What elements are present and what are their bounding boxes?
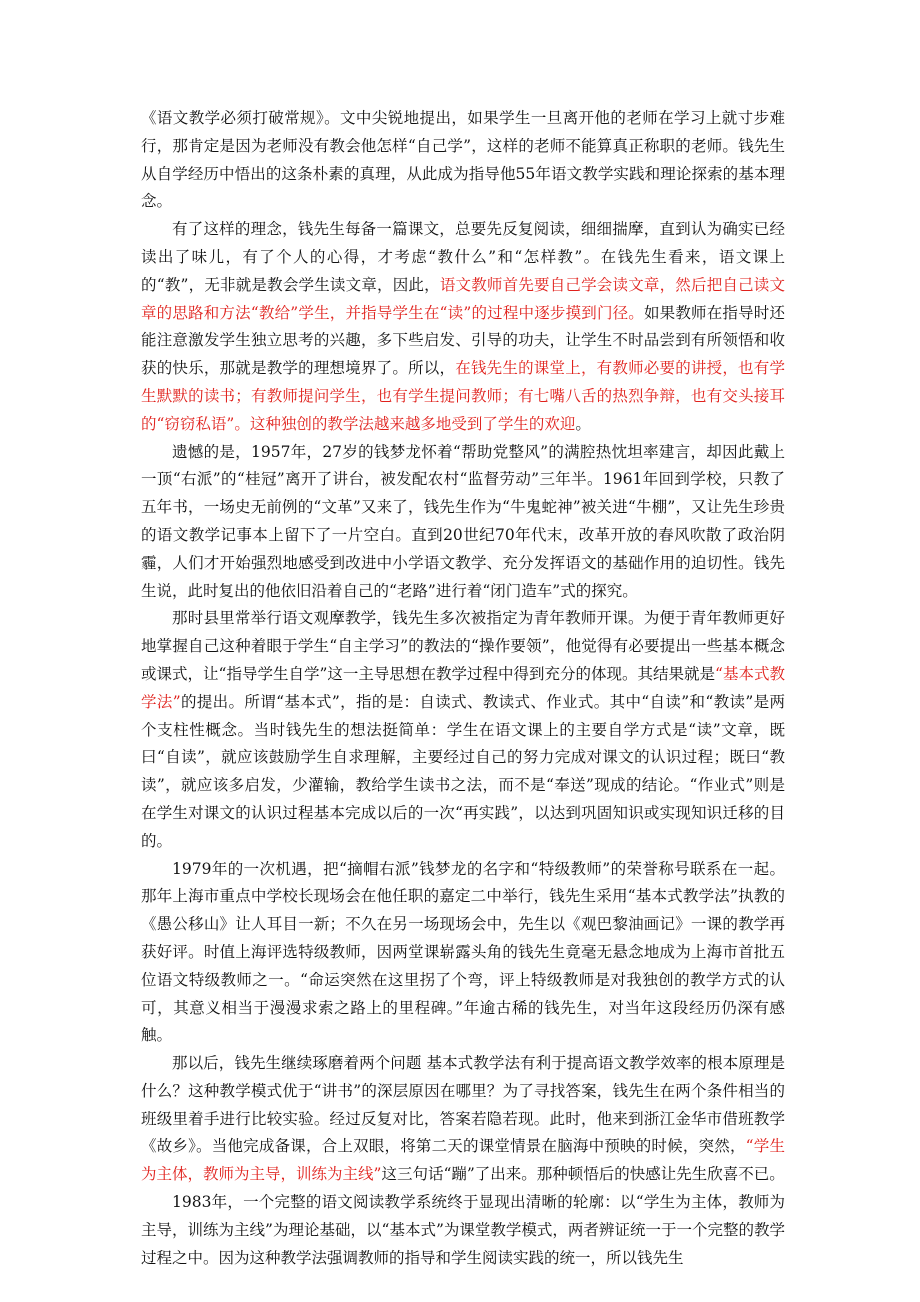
body-text: 如果教师在指导时还能注意激发学生独立思考的兴趣，多下些启发、引导的功夫，让学生不时品尝到有所领悟和收获的快乐，那就是教学的理想境界了。所以， — [141, 303, 785, 378]
body-text: 的提出。所谓“基本式”，指的是：自读式、教读式、作业式。其中“自读”和“教读”是两个支柱性概念。当时钱先生的想法挺简单：学生在语文课上的主要自学方式是“读”文章，既曰“自读”，就应该鼓励学生自求理解，主要经过自己的努力完成对课文的认识过程；既曰“教读”，就应该多启发，少灌输，教给学生读书之法，而不是“奉送”现成的结论。“作业式”则是在学生对课文的认识过程基本完成以后的一次“再实践”，以达到巩固知识或实现知识迁移的目的。 — [141, 692, 785, 850]
article-body — [141, 105, 785, 1272]
body-text: 1983年，一个完整的语文阅读教学系统终于显现出清晰的轮廓：以“学生为主体，教师为主导，训练为主线”为理论基础，以“基本式”为课堂教学模式，两者辨证统一于一个完整的教学过程之中。因为这种教学法强调教师的指导和学生阅读实践的统一，所以钱先生 — [141, 1193, 785, 1267]
body-text: 那时县里常举行语文观摩教学，钱先生多次被指定为青年教师开课。为便于青年教师更好地掌握自己这种着眼于学生“自主学习”的教法的“操作要领”，他觉得有必要提出一些基本概念或课式，让“指导学生自学”这一主导思想在教学过程中得到充分的体现。其结果就是 — [141, 609, 785, 683]
highlighted-text: “基本式教学法” — [141, 664, 785, 711]
highlighted-text: 在钱先生的课堂上，有教师必要的讲授，也有学生默默的读书；有教师提问学生，也有学生提问教师；有七嘴八舌的热烈争辩，也有交头接耳的“窃窃私语”。这种独创的教学法越来越多地受到了学生的欢迎 — [141, 359, 785, 433]
paragraph-1 — [141, 105, 785, 216]
paragraph-6 — [141, 1050, 785, 1189]
body-text: 遗憾的是，1957年，27岁的钱梦龙怀着“帮助党整风”的满腔热忱坦率建言，却因此戴上一顶“右派”的“桂冠”离开了讲台，被发配农村“监督劳动”三年半。1961年回到学校，只教了五年书，一场史无前例的“文革”又来了，钱先生作为“牛鬼蛇神”被关进“牛棚”，又让先生珍贵的语文教学记事本上留下了一片空白。直到20世纪70年代末，改革开放的春风吹散了政治阴霾，人们才开始强烈地感受到改进中小学语文教学、充分发挥语文的基础作用的迫切性。钱先生说，此时复出的他依旧沿着自己的“老路”进行着“闭门造车”式的探究。 — [141, 442, 785, 600]
paragraph-3 — [141, 439, 785, 606]
body-text: 有了这样的理念，钱先生每备一篇课文，总要先反复阅读，细细揣摩，直到认为确实已经读出了味儿，有了个人的心得，才考虑“教什么”和“怎样教”。在钱先生看来，语文课上的“教”，无非就是教会学生读文章，因此， — [141, 220, 785, 294]
body-text: 那以后，钱先生继续琢磨着两个问题 基本式教学法有利于提高语文教学效率的根本原理是什么？这种教学模式优于“讲书”的深层原因在哪里？为了寻找答案，钱先生在两个条件相当的班级里着手进行比较实验。经过反复对比，答案若隐若现。此时，他来到浙江金华市借班教学《故乡》。当他完成备课，合上双眼，将第二天的课堂情景在脑海中预映的时候，突然， — [141, 1054, 785, 1156]
paragraph-4 — [141, 605, 785, 855]
body-text: 1979年的一次机遇，把“摘帽右派”钱梦龙的名字和“特级教师”的荣誉称号联系在一起。那年上海市重点中学校长现场会在他任职的嘉定二中举行，钱先生采用“基本式教学法”执教的《愚公移山》让人耳目一新；不久在另一场现场会中，先生以《观巴黎油画记》一课的教学再获好评。时值上海评选特级教师，因两堂课崭露头角的钱先生竟毫无悬念地成为上海市首批五位语文特级教师之一。“命运突然在这里拐了个弯，评上特级教师是对我独创的教学方式的认可，其意义相当于漫漫求索之路上的里程碑。”年逾古稀的钱先生，对当年这段经历仍深有感触。 — [141, 859, 785, 1045]
body-text: 。 — [575, 414, 591, 433]
highlighted-text: 语文教师首先要自己学会读文章，然后把自己读文章的思路和方法“教给”学生，并指导学生在“读”的过程中逐步摸到门径。 — [141, 275, 785, 322]
body-text: 《语文教学必须打破常规》。文中尖锐地提出，如果学生一旦离开他的老师在学习上就寸步难行，那肯定是因为老师没有教会他怎样“自己学”，这样的老师不能算真正称职的老师。钱先生从自学经历中悟出的这条朴素的真理，从此成为指导他55年语文教学实践和理论探索的基本理念。 — [141, 109, 785, 211]
paragraph-7 — [141, 1189, 785, 1272]
body-text: 这三句话“蹦”了出来。那种顿悟后的快感让先生欣喜不已。 — [381, 1165, 785, 1184]
paragraph-5 — [141, 856, 785, 1051]
paragraph-2 — [141, 216, 785, 438]
highlighted-text: “学生为主体，教师为主导，训练为主线” — [141, 1137, 785, 1184]
